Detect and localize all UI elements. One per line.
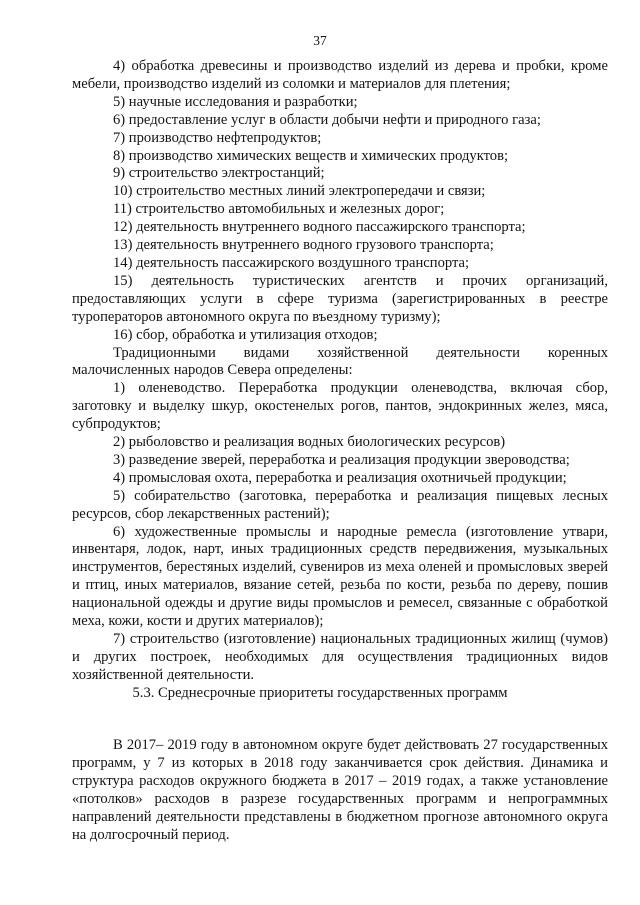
list-item: 1) оленеводство. Переработка продукции оленеводства, включая сбор, заготовку и выделку шкур, окостенелых рогов, пантов, эндокринных желез, мяса, субпродуктов; <box>72 380 608 433</box>
list-item: 16) сбор, обработка и утилизация отходов; <box>113 326 378 343</box>
list-item: 5) собирательство (заготовка, переработка и реализация пищевых лесных ресурсов, сбор лекарственных растений); <box>72 487 608 522</box>
page-number: 37 <box>313 33 327 48</box>
section-heading: 5.3. Среднесрочные приоритеты государственных программ <box>132 685 508 701</box>
section-paragraph: В 2017– 2019 году в автономном округе будет действовать 27 государственных программ, у 7 из которых в 2018 году заканчивается срок действия. Динамика и структура расходов окружного бюджета в 2017 – 2019 годах, а также установление «потолков» расходов в разрезе государственных программ и непрограммных направлений деятельности представлены в бюджетном прогнозе автономного округа на долгосрочный период. <box>72 737 608 843</box>
list-item: 11) строительство автомобильных и железных дорог; <box>113 201 445 218</box>
section-body <box>72 737 608 844</box>
list-item: 15) деятельность туристических агентств и прочих организаций, предоставляющих услуги в сфере туризма (зарегистрированных в реестре туроператоров автономного округа по въездному туризму); <box>72 272 608 325</box>
list-item: 2) рыболовство и реализация водных биологических ресурсов) <box>113 434 506 451</box>
list-item: 3) разведение зверей, переработка и реализация продукции звероводства; <box>113 451 570 468</box>
list-item: 14) деятельность пассажирского воздушного транспорта; <box>113 254 470 271</box>
list-item: 8) производство химических веществ и химических продуктов; <box>113 147 509 164</box>
list-item: 13) деятельность внутреннего водного грузового транспорта; <box>113 237 494 254</box>
list-item: 9) строительство электростанций; <box>113 165 325 182</box>
list-item: 7) строительство (изготовление) национальных традиционных жилищ (чумов) и других построек, необходимых для осуществления традиционных видов хозяйственной деятельности. <box>72 631 608 683</box>
list-item: 4) обработка древесины и производство изделий из дерева и пробки, кроме мебели, производство изделий из соломки и материалов для плетения; <box>72 58 608 92</box>
list-item: 6) художественные промыслы и народные ремесла (изготовление утвари, инвентаря, лодок, нарт, иных традиционных средств передвижения, музыкальных инструментов, берестяных изделий, сувениров из меха оленей и промысловых зверей и птиц, иных материалов, вязание сетей, резьба по кости, резьба по дереву, пошив национальной одежды и другие виды промыслов и ремесел, связанные с обработкой меха, кожи, кости и других материалов); <box>72 523 608 630</box>
intro-paragraph: Традиционными видами хозяйственной деятельности коренных малочисленных народов Севера определены: <box>72 344 608 379</box>
list-item: 10) строительство местных линий электропередачи и связи; <box>113 183 486 200</box>
list-item: 12) деятельность внутреннего водного пассажирского транспорта; <box>113 219 526 236</box>
list-item: 5) научные исследования и разработки; <box>113 93 358 110</box>
list-item: 6) предоставление услуг в области добычи нефти и природного газа; <box>113 111 541 128</box>
list-item: 4) промысловая охота, переработка и реализация охотничьей продукции; <box>113 469 567 486</box>
list-item: 7) производство нефтепродуктов; <box>113 129 322 146</box>
list-body <box>72 58 608 685</box>
